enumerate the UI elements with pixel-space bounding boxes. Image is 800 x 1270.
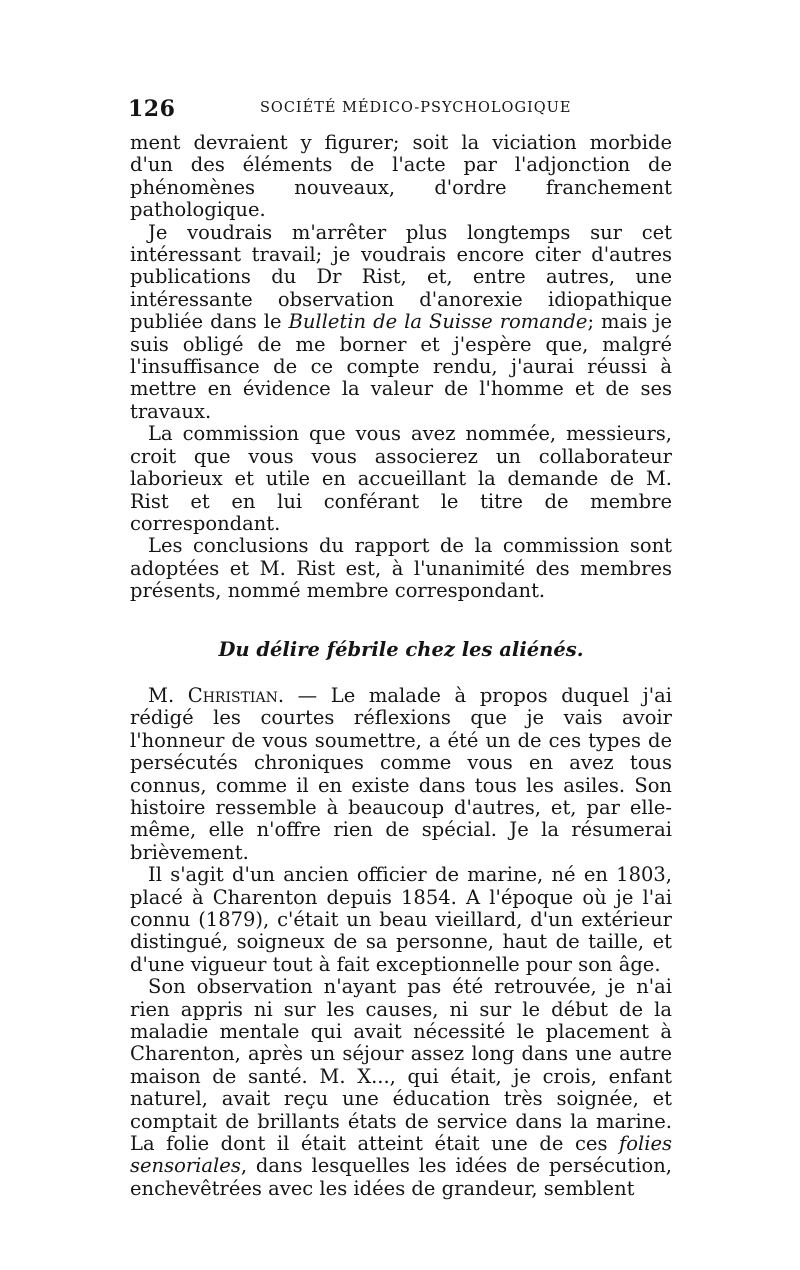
paragraph-7-text-a: Son observation n'ayant pas été retrouvée, je n'ai rien appris ni sur les causes, ni sur le début de la maladie mentale qui avait nécessité le placement à Charenton, après un séjour assez long dans une autre maison de santé. M. X..., qui était, je crois, enfant naturel, avait reçu une éducation très soignée, et comptait de brillants états de service dans la marine. La folie dont il était atteint était une de ces bbox=[130, 975, 672, 1156]
document-page bbox=[130, 92, 672, 1200]
paragraph-3-text: La commission que vous avez nommée, messieurs, croit que vous vous associerez un collaborateur laborieux et utile en accueillant la demande de M. Rist et en lui conférant le titre de membre correspondant. bbox=[130, 422, 672, 535]
paragraph-6 bbox=[130, 864, 672, 976]
paragraph-4-text: Les conclusions du rapport de la commission sont adoptées et M. Rist est, à l'unanimité des membres présents, nommé membre correspondant. bbox=[130, 534, 672, 603]
running-head: SOCIÉTÉ MÉDICO-PSYCHOLOGIQUE bbox=[260, 100, 572, 116]
section-title: Du délire fébrile chez les aliénés. bbox=[218, 637, 584, 661]
paragraph-5 bbox=[130, 685, 672, 864]
paragraph-4 bbox=[130, 535, 672, 602]
paragraph-7-italic: folies sensoriales bbox=[130, 1132, 672, 1178]
paragraph-2-text-b: ; mais je suis obligé de me borner et j'espère que, malgré l'insuffisance de ce compte rendu, j'aurai réussi à mettre en évidence la valeur de l'homme et de ses travaux. bbox=[130, 310, 672, 423]
paragraph-2-italic: Bulletin de la Suisse romande bbox=[288, 310, 588, 334]
paragraph-3 bbox=[130, 423, 672, 535]
speaker-name: M. Christian. bbox=[148, 683, 285, 707]
paragraph-2-text-a: Je voudrais m'arrêter plus longtemps sur cet intéressant travail; je voudrais encore citer d'autres publications du Dr Rist, et, entre autres, une intéressante observation d'anorexie idiopathique publiée dans le bbox=[130, 220, 672, 334]
paragraph-1-text: ment devraient y figurer; soit la viciation morbide d'un des éléments de l'acte par l'adjonction de phénomènes nouveaux, d'ordre franchement pathologique. bbox=[130, 131, 672, 222]
page-header bbox=[130, 92, 672, 122]
paragraph-6-text: Il s'agit d'un ancien officier de marine, né en 1803, placé à Charenton depuis 1854. A l'époque où je l'ai connu (1879), c'était un beau vieillard, d'un extérieur distingué, soigneux de sa personne, haut de taille, et d'une vigueur tout à fait exceptionnelle pour son âge. bbox=[130, 863, 672, 976]
paragraph-5-text: — Le malade à propos duquel j'ai rédigé les courtes réflexions que je vais avoir l'honneur de vous soumettre, a été un de ces types de persécutés chroniques comme vous en avez tous connus, comme il en existe dans tous les asiles. Son histoire ressemble à beaucoup d'autres, et, par elle-même, elle n'offre rien de spécial. Je la résumerai brièvement. bbox=[130, 683, 672, 864]
page-number: 126 bbox=[128, 96, 176, 122]
paragraph-7 bbox=[130, 976, 672, 1200]
paragraph-2 bbox=[130, 222, 672, 424]
body-text bbox=[130, 132, 672, 1200]
paragraph-7-text-b: , dans lesquelles les idées de persécution, enchevêtrées avec les idées de grandeur, semblent bbox=[130, 1154, 672, 1200]
paragraph-1 bbox=[130, 132, 672, 222]
